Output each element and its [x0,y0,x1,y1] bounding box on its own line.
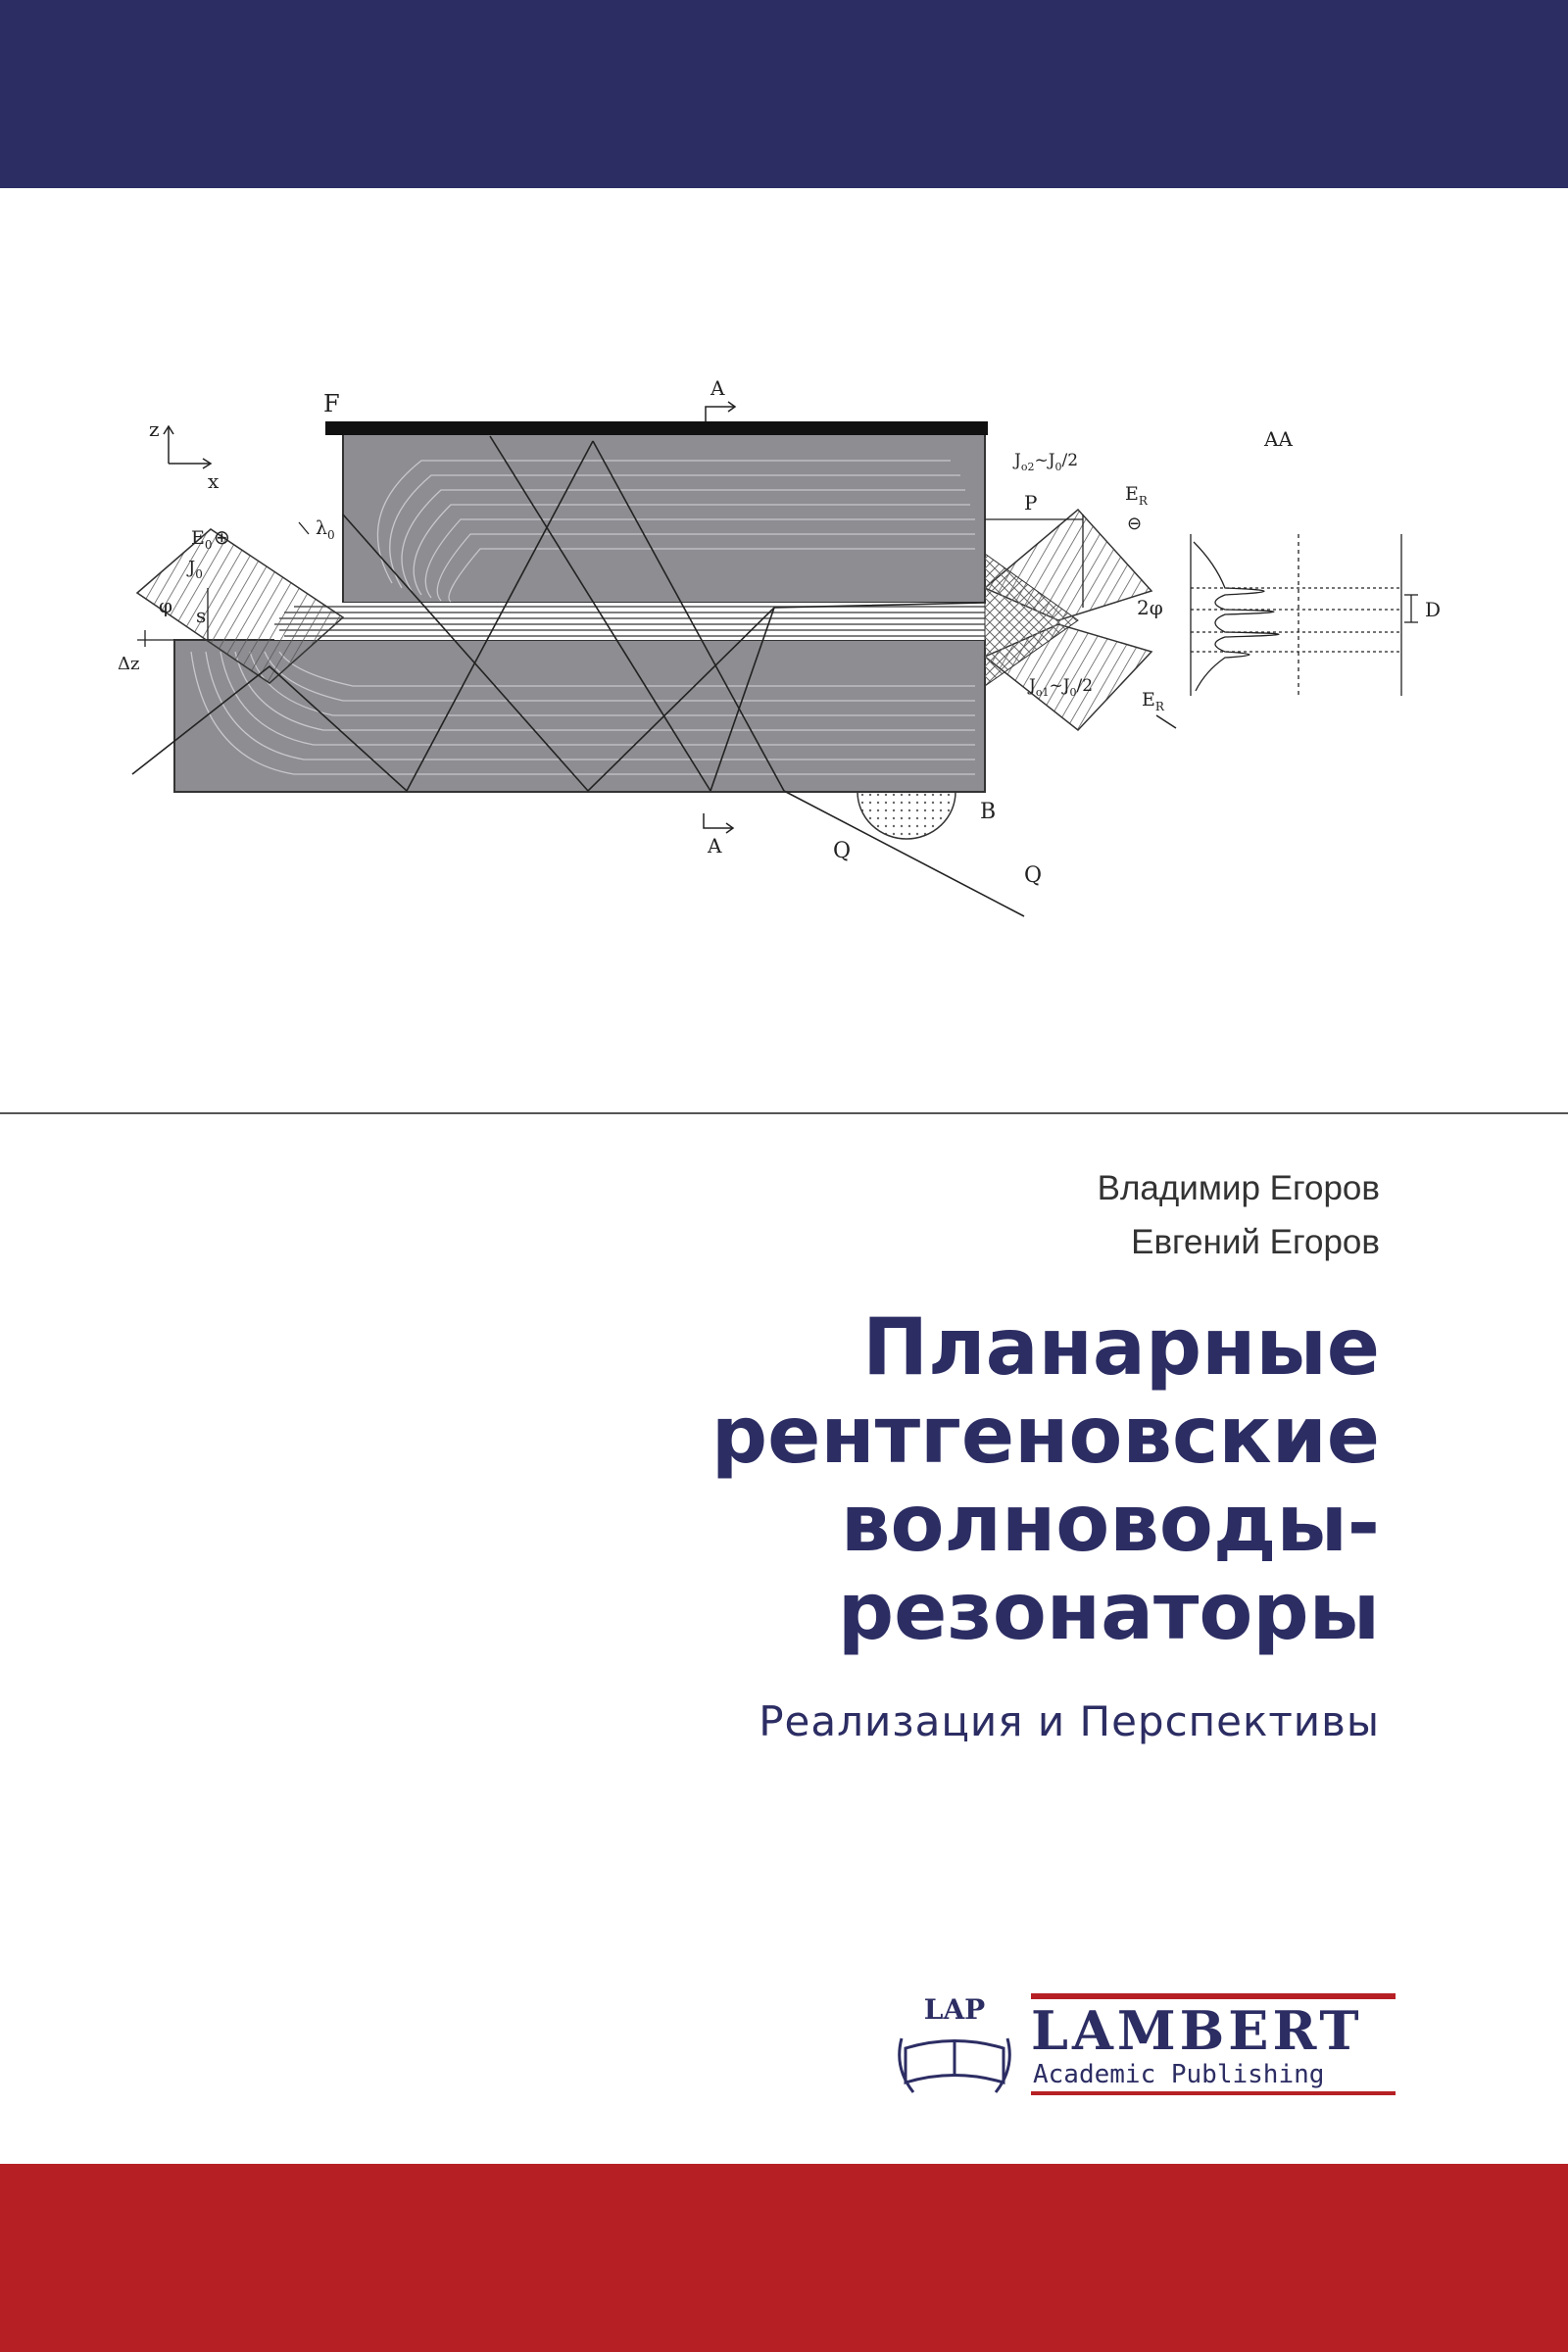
authors-block [1098,1161,1380,1269]
lap-book-emblem-icon [894,1989,1016,2097]
label-E0-cross-symbol: ⊕ [214,525,230,549]
title-line-2: рентгеновские [710,1390,1380,1481]
section-arrow-bottom [704,813,733,828]
section-arrow-top [706,407,735,421]
author-2: Евгений Егоров [1131,1223,1380,1261]
lap-emblem-text: LAP [923,1993,986,2026]
label-AA: AA [1264,427,1293,451]
waveguide-schematic-figure [98,368,1470,936]
axis-z-label: z [149,417,160,441]
title-line-3: волноводы- [840,1478,1380,1569]
aa-intensity-profile [1191,534,1418,696]
bottom-exit-lens [858,792,956,839]
label-ER-bottom: $E_R$ [1142,689,1164,713]
book-title [400,1303,1380,1656]
cover-divider [0,1112,1568,1114]
author-1: Владимир Егоров [1097,1169,1380,1207]
bottom-color-band [0,2164,1568,2352]
ER-bottom-arrow [1156,715,1176,728]
top-color-band [0,0,1568,188]
axis-x-label: x [208,469,220,493]
label-A-top: A [710,376,725,400]
coordinate-axes [164,426,211,468]
label-B: B [980,800,997,824]
waveguide-gap-stripes [274,603,985,640]
publisher-logo [894,1989,1398,2097]
publisher-brand: LAMBERT [1031,1999,1363,2062]
label-phi: φ [159,594,173,617]
label-Q-right: Q [1024,863,1043,888]
label-two-phi: 2φ [1137,596,1163,619]
label-E0: $E_0$ [191,527,213,552]
label-ER-top: $E_R$ [1125,483,1148,508]
publisher-subline: Academic Publishing [1033,2060,1325,2089]
title-line-4: резонаторы [837,1566,1380,1657]
label-J-top: $J_{o2}\sim J_0/2$ [1014,451,1079,473]
label-Q-left: Q [833,839,852,863]
label-delta-z: Δz [118,654,140,674]
label-s: s [196,604,207,627]
label-ER-top-symbol: ⊖ [1127,514,1143,534]
publisher-wordmark [1031,1993,1396,2095]
top-plate [325,421,988,435]
label-P: P [1024,491,1038,514]
label-D: D [1425,598,1442,621]
label-lambda0: $\lambda_0$ [316,517,335,542]
label-A-bottom: A [708,834,722,858]
publisher-rule-bottom [1031,2091,1396,2095]
label-J-bottom: $J_{o1}\sim J_0/2$ [1029,676,1094,699]
title-line-1: Планарные [862,1301,1380,1393]
book-subtitle: Реализация и Перспективы [759,1697,1380,1745]
label-F: F [323,390,340,417]
label-J0: $J_0$ [188,558,203,581]
